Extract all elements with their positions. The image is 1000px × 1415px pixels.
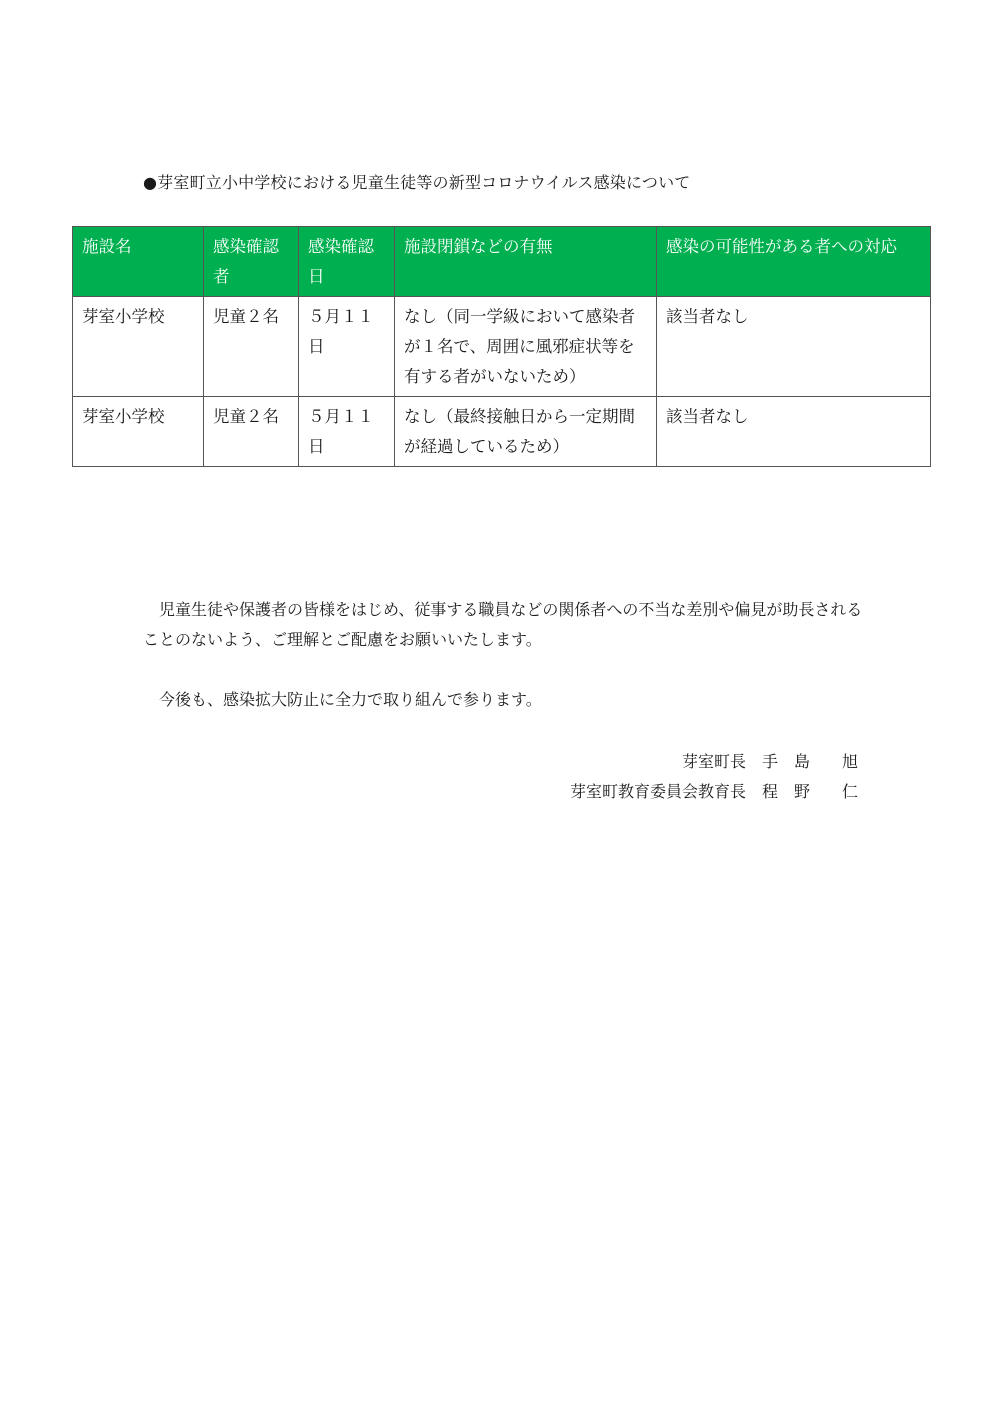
header-confirmed-persons: 感染確認者: [204, 227, 299, 297]
cell-confirmed-persons: 児童２名: [204, 397, 299, 467]
cell-closure: なし（最終接触日から一定期間が経過しているため）: [395, 397, 657, 467]
infection-table: [72, 226, 931, 467]
superintendent-signature: 芽室町教育委員会教育長 程 野 仁: [569, 782, 858, 801]
cell-response: 該当者なし: [657, 397, 931, 467]
header-closure: 施設閉鎖などの有無: [395, 227, 657, 297]
cell-facility: 芽室小学校: [73, 397, 204, 467]
table-row: [73, 297, 931, 397]
table-row: [73, 397, 931, 467]
request-paragraph: 児童生徒や保護者の皆様をはじめ、従事する職員などの関係者への不当な差別や偏見が助長されることのないよう、ご理解とご配慮をお願いいたします。: [143, 600, 863, 649]
document-heading: ●芽室町立小中学校における児童生徒等の新型コロナウイルス感染について: [143, 173, 691, 192]
cell-closure: なし（同一学級において感染者が１名で、周囲に風邪症状等を有する者がいないため）: [395, 297, 657, 397]
cell-confirmed-persons: 児童２名: [204, 297, 299, 397]
table-header-row: [73, 227, 931, 297]
mayor-signature: 芽室町長 手 島 旭: [681, 752, 858, 771]
cell-facility: 芽室小学校: [73, 297, 204, 397]
header-confirmed-date: 感染確認日: [299, 227, 395, 297]
header-response: 感染の可能性がある者への対応: [657, 227, 931, 297]
cell-confirmed-date: ５月１１日: [299, 297, 395, 397]
cell-response: 該当者なし: [657, 297, 931, 397]
header-facility: 施設名: [73, 227, 204, 297]
commitment-paragraph: 今後も、感染拡大防止に全力で取り組んで参ります。: [143, 690, 542, 709]
cell-confirmed-date: ５月１１日: [299, 397, 395, 467]
